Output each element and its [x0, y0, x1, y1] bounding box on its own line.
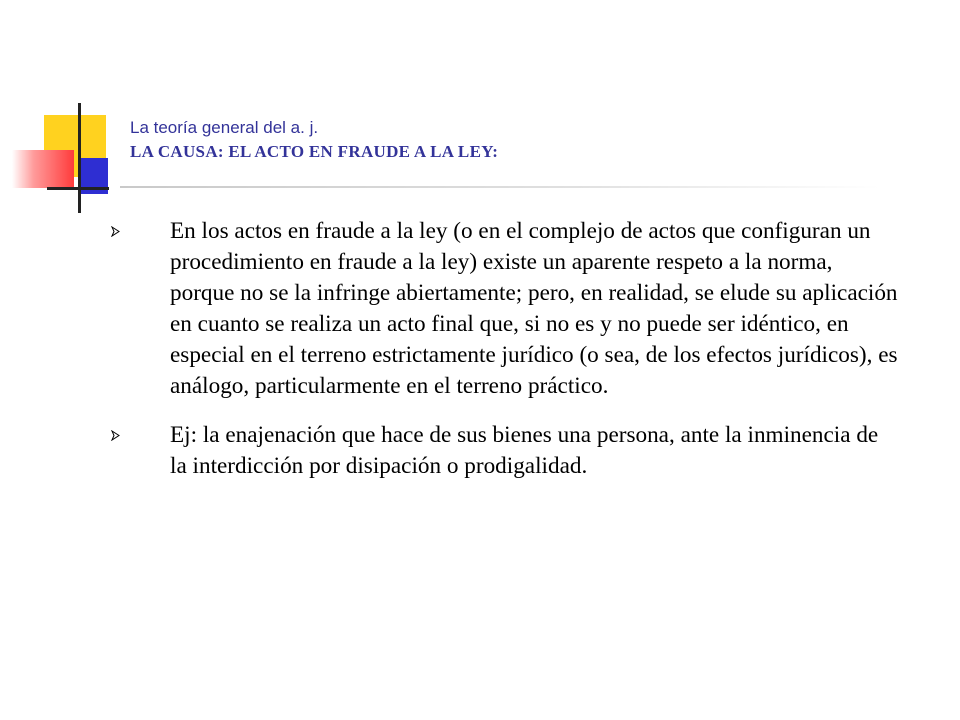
arrowhead-bullet-icon [108, 420, 122, 451]
bullet-list [100, 216, 900, 500]
title-line-1: La teoría general del a. j. [130, 118, 319, 137]
bullet-item-1 [100, 216, 900, 402]
vertical-line-shape [78, 103, 81, 213]
title-line-2: LA CAUSA: EL ACTO EN FRAUDE A LA LEY: [130, 142, 499, 161]
red-gradient-shape [12, 150, 74, 188]
title-divider [120, 186, 880, 188]
bullet-text-2: Ej: la enajenación que hace de sus bienes una persona, ante la inminencia de la interdicción por disipación o prodigalidad. [170, 422, 879, 479]
horizontal-line-shape [47, 187, 109, 190]
bullet-text-1: En los actos en fraude a la ley (o en el complejo de actos que configuran un procedimiento en fraude a la ley) existe un aparente respeto a la norma, porque no se la infringe abiertamente; pero, en realidad, se elude su aplicación en cuanto se realiza un acto final que, si no es y no puede ser idéntico, en especial en el terreno estrictamente jurídico (o sea, de los efectos jurídicos), es análogo, particularmente en el terreno práctico. [170, 218, 898, 399]
arrowhead-bullet-icon [108, 216, 122, 247]
corner-logo-graphic [0, 0, 140, 230]
slide-title [130, 116, 910, 164]
bullet-item-2 [100, 420, 900, 482]
